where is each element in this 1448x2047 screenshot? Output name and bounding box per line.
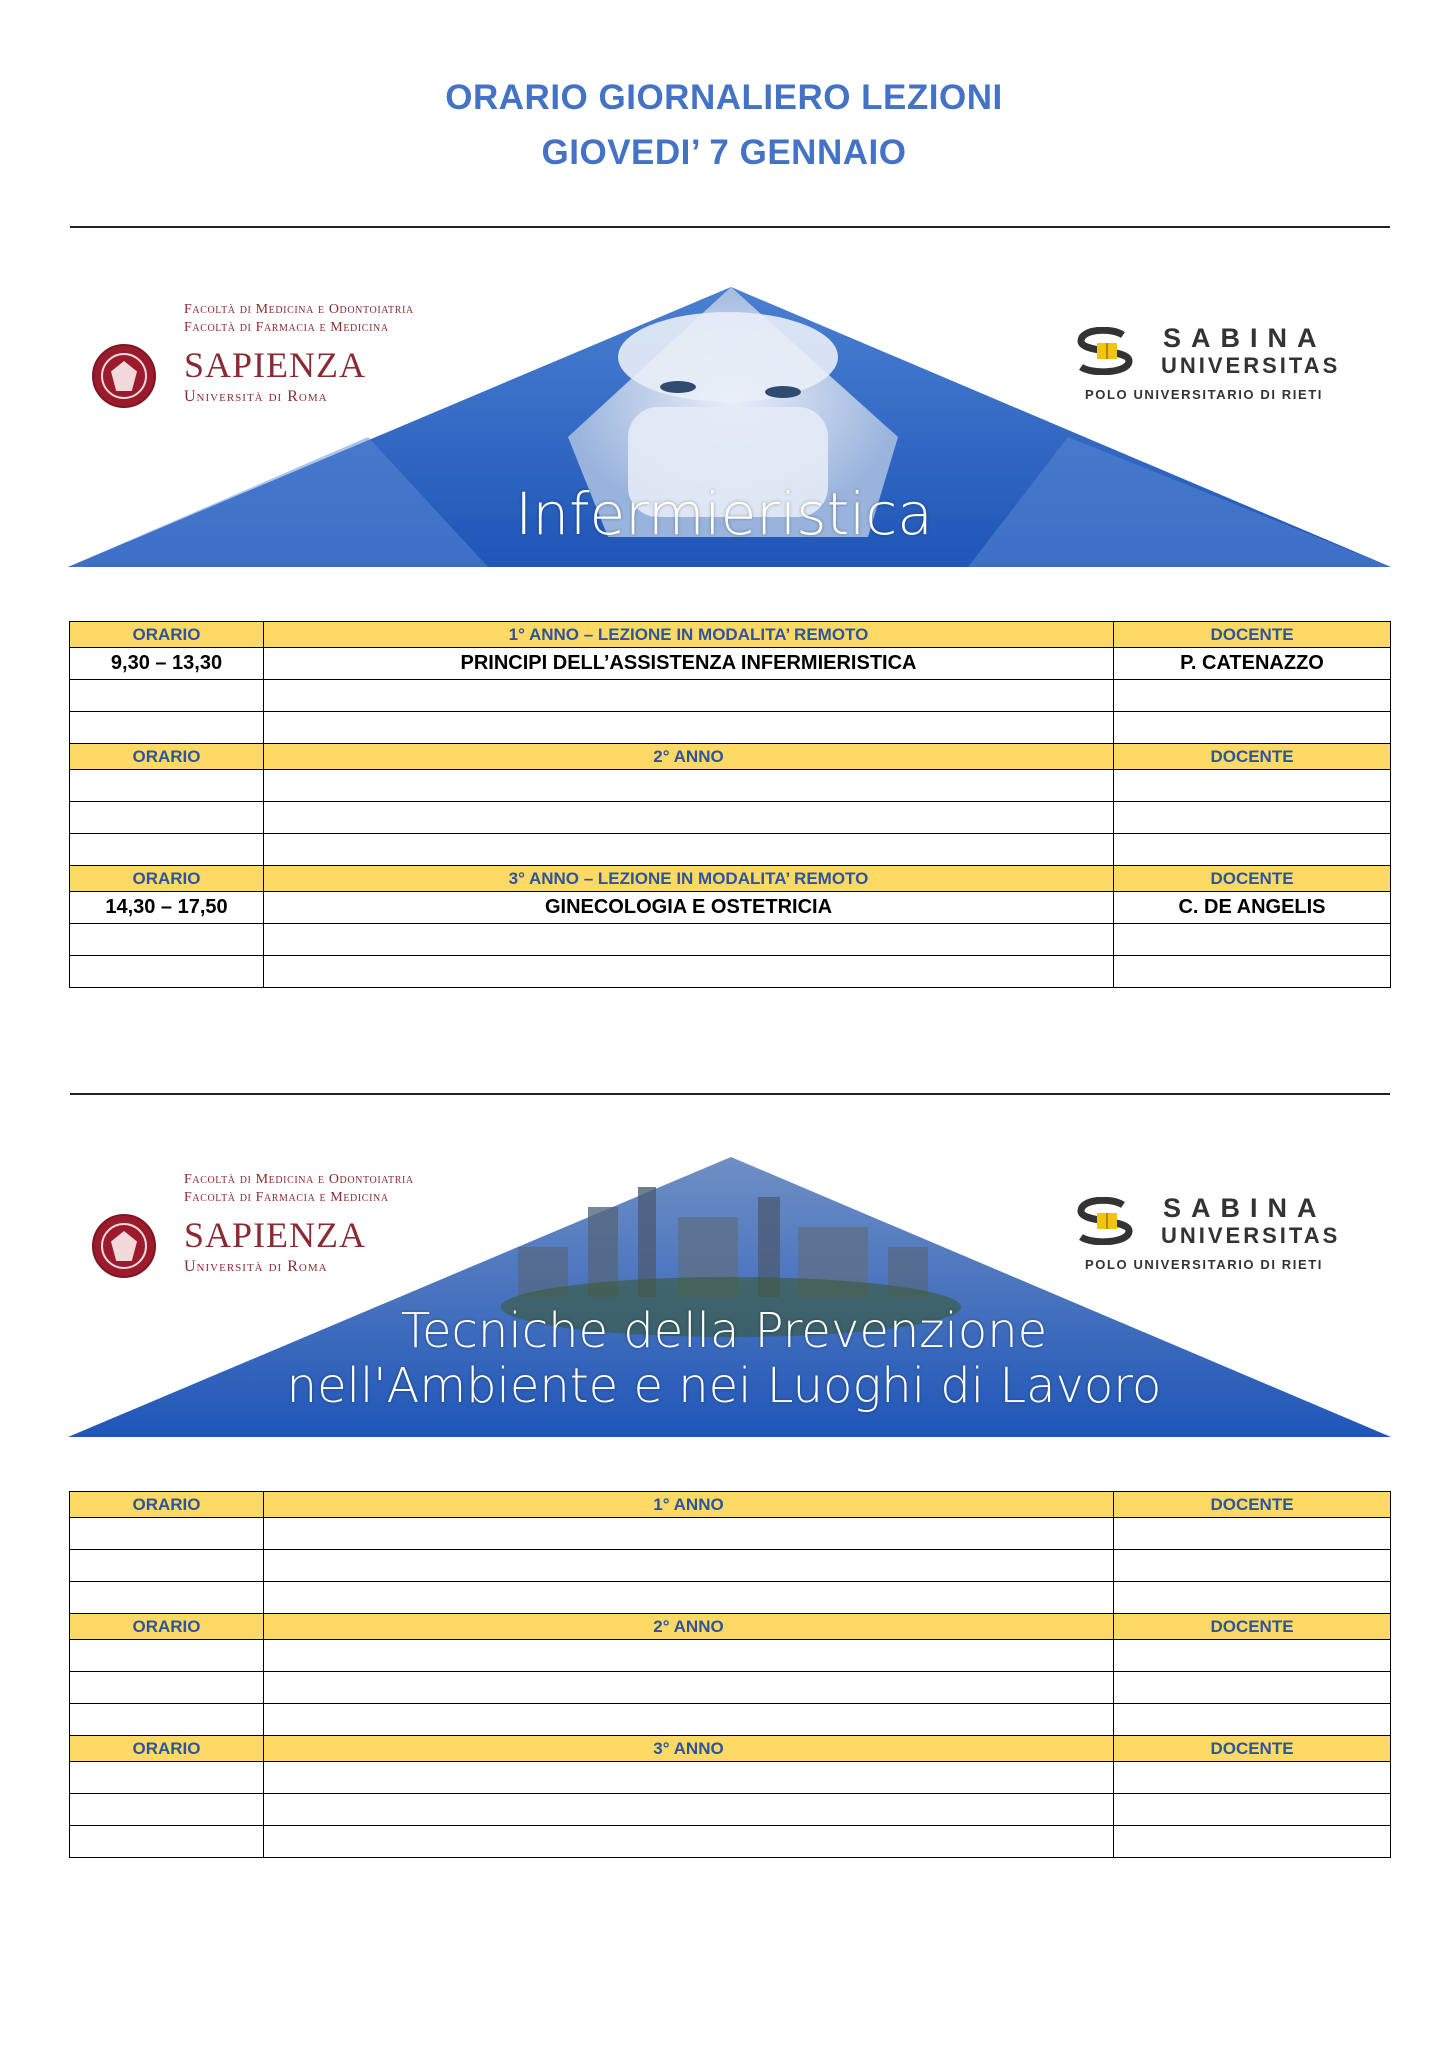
cell-orario	[70, 1794, 264, 1826]
sapienza-logo	[92, 302, 492, 432]
cell-lezione	[264, 1826, 1114, 1858]
table-header-row	[70, 1614, 1391, 1640]
cell-orario	[70, 1550, 264, 1582]
header-year: 3° ANNO	[264, 1736, 1114, 1762]
header-orario: ORARIO	[70, 744, 264, 770]
table-row	[70, 1826, 1391, 1858]
polo-rieti-label: POLO UNIVERSITARIO DI RIETI	[1085, 1257, 1323, 1272]
cell-docente	[1114, 924, 1391, 956]
cell-orario	[70, 1582, 264, 1614]
cell-orario	[70, 770, 264, 802]
table-header-row	[70, 622, 1391, 648]
table-row	[70, 1582, 1391, 1614]
cell-docente	[1114, 1518, 1391, 1550]
header-orario: ORARIO	[70, 1492, 264, 1518]
cell-docente: C. DE ANGELIS	[1114, 892, 1391, 924]
sabina-wordmark: SABINA	[1163, 1193, 1327, 1223]
table-row	[70, 1762, 1391, 1794]
cell-lezione	[264, 1582, 1114, 1614]
table-row	[70, 1704, 1391, 1736]
cell-docente	[1114, 1704, 1391, 1736]
sapienza-wordmark: SAPIENZA	[184, 345, 367, 385]
faculty-line-2: Facoltà di Farmacia e Medicina	[184, 320, 389, 335]
cell-lezione	[264, 1640, 1114, 1672]
sabina-universitas-logo	[1073, 1193, 1373, 1283]
cell-docente	[1114, 770, 1391, 802]
cell-orario	[70, 802, 264, 834]
divider-middle	[70, 1093, 1390, 1095]
table-row	[70, 648, 1391, 680]
cell-lezione	[264, 680, 1114, 712]
faculty-line-2: Facoltà di Farmacia e Medicina	[184, 1190, 389, 1205]
cell-lezione: PRINCIPI DELL’ASSISTENZA INFERMIERISTICA	[264, 648, 1114, 680]
header-orario: ORARIO	[70, 1736, 264, 1762]
sapienza-subtitle: Università di Roma	[184, 388, 328, 405]
cell-orario	[70, 680, 264, 712]
page-subtitle-date: GIOVEDI’ 7 GENNAIO	[541, 133, 907, 172]
cell-orario	[70, 956, 264, 988]
sapienza-seal-icon	[92, 1214, 156, 1278]
schedule-table-tecniche-prevenzione	[69, 1491, 1391, 1858]
cell-docente: P. CATENAZZO	[1114, 648, 1391, 680]
cell-orario	[70, 712, 264, 744]
header-year: 1° ANNO – LEZIONE IN MODALITA’ REMOTO	[264, 622, 1114, 648]
cell-lezione	[264, 1704, 1114, 1736]
cell-orario	[70, 924, 264, 956]
table-row	[70, 712, 1391, 744]
cell-docente	[1114, 1672, 1391, 1704]
banner-title-infermieristica: Infermieristica	[515, 480, 933, 548]
sabina-s-book-icon	[1073, 1197, 1137, 1245]
cell-orario: 14,30 – 17,50	[70, 892, 264, 924]
sabina-s-book-icon	[1073, 327, 1137, 375]
sapienza-seal-icon	[92, 344, 156, 408]
sabina-universitas-logo	[1073, 323, 1373, 413]
banner-title-line2: nell'Ambiente e nei Luoghi di Lavoro	[286, 1358, 1162, 1414]
cell-orario	[70, 1640, 264, 1672]
table-header-row	[70, 1492, 1391, 1518]
table-row	[70, 1518, 1391, 1550]
universitas-wordmark: UNIVERSITAS	[1161, 353, 1341, 378]
table-header-row	[70, 866, 1391, 892]
sabina-wordmark: SABINA	[1163, 323, 1327, 353]
table-header-row	[70, 1736, 1391, 1762]
header-orario: ORARIO	[70, 1614, 264, 1640]
cell-docente	[1114, 680, 1391, 712]
faculty-line-1: Facoltà di Medicina e Odontoiatria	[184, 1172, 414, 1187]
cell-lezione: GINECOLOGIA E OSTETRICIA	[264, 892, 1114, 924]
table-row	[70, 1794, 1391, 1826]
table-row	[70, 1550, 1391, 1582]
cell-orario	[70, 1672, 264, 1704]
header-docente: DOCENTE	[1114, 1736, 1391, 1762]
table-row	[70, 680, 1391, 712]
header-docente: DOCENTE	[1114, 1492, 1391, 1518]
cell-lezione	[264, 770, 1114, 802]
header-docente: DOCENTE	[1114, 1614, 1391, 1640]
cell-docente	[1114, 1762, 1391, 1794]
header-orario: ORARIO	[70, 866, 264, 892]
cell-lezione	[264, 1794, 1114, 1826]
cell-docente	[1114, 1640, 1391, 1672]
divider-top	[70, 226, 1390, 228]
table-row	[70, 892, 1391, 924]
cell-lezione	[264, 1762, 1114, 1794]
sapienza-logo	[92, 1172, 492, 1302]
cell-docente	[1114, 1826, 1391, 1858]
header-year: 3° ANNO – LEZIONE IN MODALITA’ REMOTO	[264, 866, 1114, 892]
cell-lezione	[264, 834, 1114, 866]
cell-orario	[70, 1826, 264, 1858]
cell-orario	[70, 1518, 264, 1550]
cell-docente	[1114, 956, 1391, 988]
universitas-wordmark: UNIVERSITAS	[1161, 1223, 1341, 1248]
table-row	[70, 924, 1391, 956]
cell-docente	[1114, 712, 1391, 744]
header-year: 2° ANNO	[264, 1614, 1114, 1640]
faculty-line-1: Facoltà di Medicina e Odontoiatria	[184, 302, 414, 317]
table-row	[70, 956, 1391, 988]
cell-lezione	[264, 712, 1114, 744]
header-orario: ORARIO	[70, 622, 264, 648]
polo-rieti-label: POLO UNIVERSITARIO DI RIETI	[1085, 387, 1323, 402]
table-row	[70, 1672, 1391, 1704]
table-row	[70, 770, 1391, 802]
cell-docente	[1114, 802, 1391, 834]
sapienza-subtitle: Università di Roma	[184, 1258, 328, 1275]
header-year: 2° ANNO	[264, 744, 1114, 770]
table-row	[70, 1640, 1391, 1672]
cell-lezione	[264, 924, 1114, 956]
cell-orario: 9,30 – 13,30	[70, 648, 264, 680]
table-row	[70, 834, 1391, 866]
cell-docente	[1114, 834, 1391, 866]
table-row	[70, 802, 1391, 834]
cell-orario	[70, 1704, 264, 1736]
cell-docente	[1114, 1550, 1391, 1582]
cell-docente	[1114, 1794, 1391, 1826]
cell-lezione	[264, 1550, 1114, 1582]
header-docente: DOCENTE	[1114, 866, 1391, 892]
page-title: ORARIO GIORNALIERO LEZIONI	[445, 78, 1003, 117]
cell-lezione	[264, 1518, 1114, 1550]
schedule-table-infermieristica	[69, 621, 1391, 988]
cell-docente	[1114, 1582, 1391, 1614]
cell-orario	[70, 834, 264, 866]
header-year: 1° ANNO	[264, 1492, 1114, 1518]
cell-orario	[70, 1762, 264, 1794]
banner-title-line1: Tecniche della Prevenzione	[400, 1303, 1048, 1359]
header-docente: DOCENTE	[1114, 744, 1391, 770]
cell-lezione	[264, 956, 1114, 988]
table-header-row	[70, 744, 1391, 770]
cell-lezione	[264, 1672, 1114, 1704]
header-docente: DOCENTE	[1114, 622, 1391, 648]
sapienza-wordmark: SAPIENZA	[184, 1215, 367, 1255]
cell-lezione	[264, 802, 1114, 834]
